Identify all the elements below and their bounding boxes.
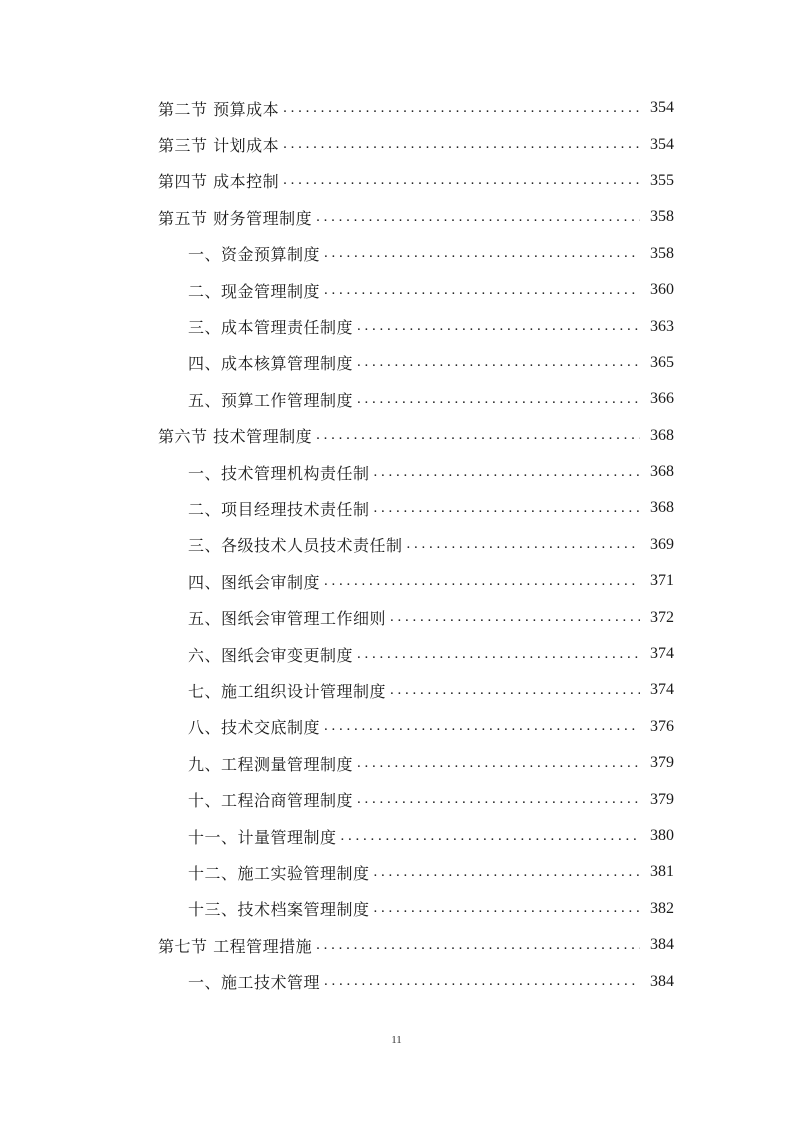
toc-entry-page: 374 <box>650 645 674 663</box>
toc-dot-leader <box>324 573 640 590</box>
toc-entry[interactable] <box>158 818 674 854</box>
toc-entry-label: 八、技术交底制度 <box>188 718 321 738</box>
toc-entry-page: 360 <box>650 281 674 299</box>
toc-dot-leader <box>390 609 640 626</box>
toc-entry-label: 六、图纸会审变更制度 <box>188 645 354 665</box>
toc-dot-leader <box>316 427 640 444</box>
toc-entry[interactable] <box>158 236 674 272</box>
toc-entry-label: 一、技术管理机构责任制 <box>188 463 370 483</box>
toc-entry-label: 二、现金管理制度 <box>188 281 321 301</box>
toc-entry-page: 358 <box>650 244 674 262</box>
toc-entry-label: 第三节 计划成本 <box>158 136 280 156</box>
toc-entry-label: 五、图纸会审管理工作细则 <box>188 609 387 629</box>
toc-dot-leader <box>283 172 640 189</box>
toc-entry[interactable] <box>158 454 674 490</box>
toc-entry-page: 384 <box>650 972 674 990</box>
toc-entry-label: 四、成本核算管理制度 <box>188 354 354 374</box>
toc-entry-label: 第四节 成本控制 <box>158 172 280 192</box>
toc-dot-leader <box>357 354 640 371</box>
toc-entry-label: 十二、施工实验管理制度 <box>188 863 370 883</box>
toc-entry[interactable] <box>158 599 674 635</box>
toc-dot-leader <box>357 755 640 772</box>
toc-entry[interactable] <box>158 381 674 417</box>
toc-dot-leader <box>283 136 640 153</box>
toc-dot-leader <box>283 100 640 117</box>
toc-entry-page: 372 <box>650 608 674 626</box>
toc-entry-page: 384 <box>650 936 674 954</box>
toc-entry-page: 379 <box>650 754 674 772</box>
toc-entry-label: 第七节 工程管理措施 <box>158 936 313 956</box>
table-of-contents <box>158 90 674 1000</box>
page-number: 11 <box>391 1034 402 1046</box>
toc-entry-page: 354 <box>650 135 674 153</box>
toc-dot-leader <box>324 282 640 299</box>
toc-entry[interactable] <box>158 418 674 454</box>
toc-entry-page: 365 <box>650 353 674 371</box>
toc-dot-leader <box>407 536 640 553</box>
toc-entry-label: 一、资金预算制度 <box>188 245 321 265</box>
toc-entry-page: 363 <box>650 317 674 335</box>
toc-entry-label: 九、工程测量管理制度 <box>188 754 354 774</box>
toc-entry-label: 第六节 技术管理制度 <box>158 427 313 447</box>
toc-entry-label: 十一、计量管理制度 <box>188 827 337 847</box>
toc-entry[interactable] <box>158 672 674 708</box>
toc-dot-leader <box>324 718 640 735</box>
toc-entry-label: 十、工程洽商管理制度 <box>188 791 354 811</box>
toc-entry-page: 358 <box>650 208 674 226</box>
toc-entry-label: 十三、技术档案管理制度 <box>188 900 370 920</box>
toc-dot-leader <box>324 973 640 990</box>
toc-dot-leader <box>374 500 640 517</box>
toc-entry-label: 七、施工组织设计管理制度 <box>188 681 387 701</box>
toc-entry[interactable] <box>158 163 674 199</box>
toc-entry-page: 382 <box>650 899 674 917</box>
toc-entry-page: 369 <box>650 535 674 553</box>
toc-entry[interactable] <box>158 345 674 381</box>
toc-entry[interactable] <box>158 199 674 235</box>
toc-entry-page: 368 <box>650 499 674 517</box>
toc-dot-leader <box>374 864 640 881</box>
toc-entry-page: 354 <box>650 99 674 117</box>
toc-entry-page: 371 <box>650 572 674 590</box>
toc-entry-label: 三、各级技术人员技术责任制 <box>188 536 403 556</box>
toc-entry[interactable] <box>158 527 674 563</box>
toc-entry-page: 366 <box>650 390 674 408</box>
toc-entry-label: 四、图纸会审制度 <box>188 572 321 592</box>
toc-dot-leader <box>357 791 640 808</box>
toc-dot-leader <box>357 391 640 408</box>
toc-entry-label: 第五节 财务管理制度 <box>158 208 313 228</box>
toc-entry[interactable] <box>158 891 674 927</box>
toc-entry[interactable] <box>158 90 674 126</box>
toc-entry[interactable] <box>158 490 674 526</box>
toc-entry[interactable] <box>158 927 674 963</box>
toc-dot-leader <box>324 245 640 262</box>
toc-entry[interactable] <box>158 781 674 817</box>
toc-entry-page: 376 <box>650 717 674 735</box>
toc-entry[interactable] <box>158 308 674 344</box>
toc-entry-page: 374 <box>650 681 674 699</box>
toc-entry[interactable] <box>158 963 674 999</box>
toc-entry-page: 355 <box>650 171 674 189</box>
toc-entry[interactable] <box>158 126 674 162</box>
toc-entry-label: 二、项目经理技术责任制 <box>188 499 370 519</box>
toc-dot-leader <box>357 646 640 663</box>
toc-dot-leader <box>374 464 640 481</box>
toc-dot-leader <box>374 900 640 917</box>
toc-entry-label: 五、预算工作管理制度 <box>188 390 354 410</box>
toc-entry[interactable] <box>158 636 674 672</box>
toc-entry[interactable] <box>158 854 674 890</box>
toc-entry-page: 368 <box>650 463 674 481</box>
toc-dot-leader <box>390 682 640 699</box>
toc-entry-label: 一、施工技术管理 <box>188 973 321 993</box>
toc-entry[interactable] <box>158 563 674 599</box>
toc-entry-page: 380 <box>650 827 674 844</box>
toc-dot-leader <box>341 828 640 845</box>
toc-entry[interactable] <box>158 709 674 745</box>
toc-entry-page: 379 <box>650 790 674 808</box>
toc-dot-leader <box>357 318 640 335</box>
toc-dot-leader <box>316 209 640 226</box>
toc-entry-page: 381 <box>650 863 674 881</box>
toc-entry[interactable] <box>158 272 674 308</box>
toc-dot-leader <box>316 937 640 954</box>
toc-entry[interactable] <box>158 745 674 781</box>
toc-entry-label: 三、成本管理责任制度 <box>188 318 354 338</box>
toc-entry-page: 368 <box>650 426 674 444</box>
toc-entry-label: 第二节 预算成本 <box>158 99 280 119</box>
